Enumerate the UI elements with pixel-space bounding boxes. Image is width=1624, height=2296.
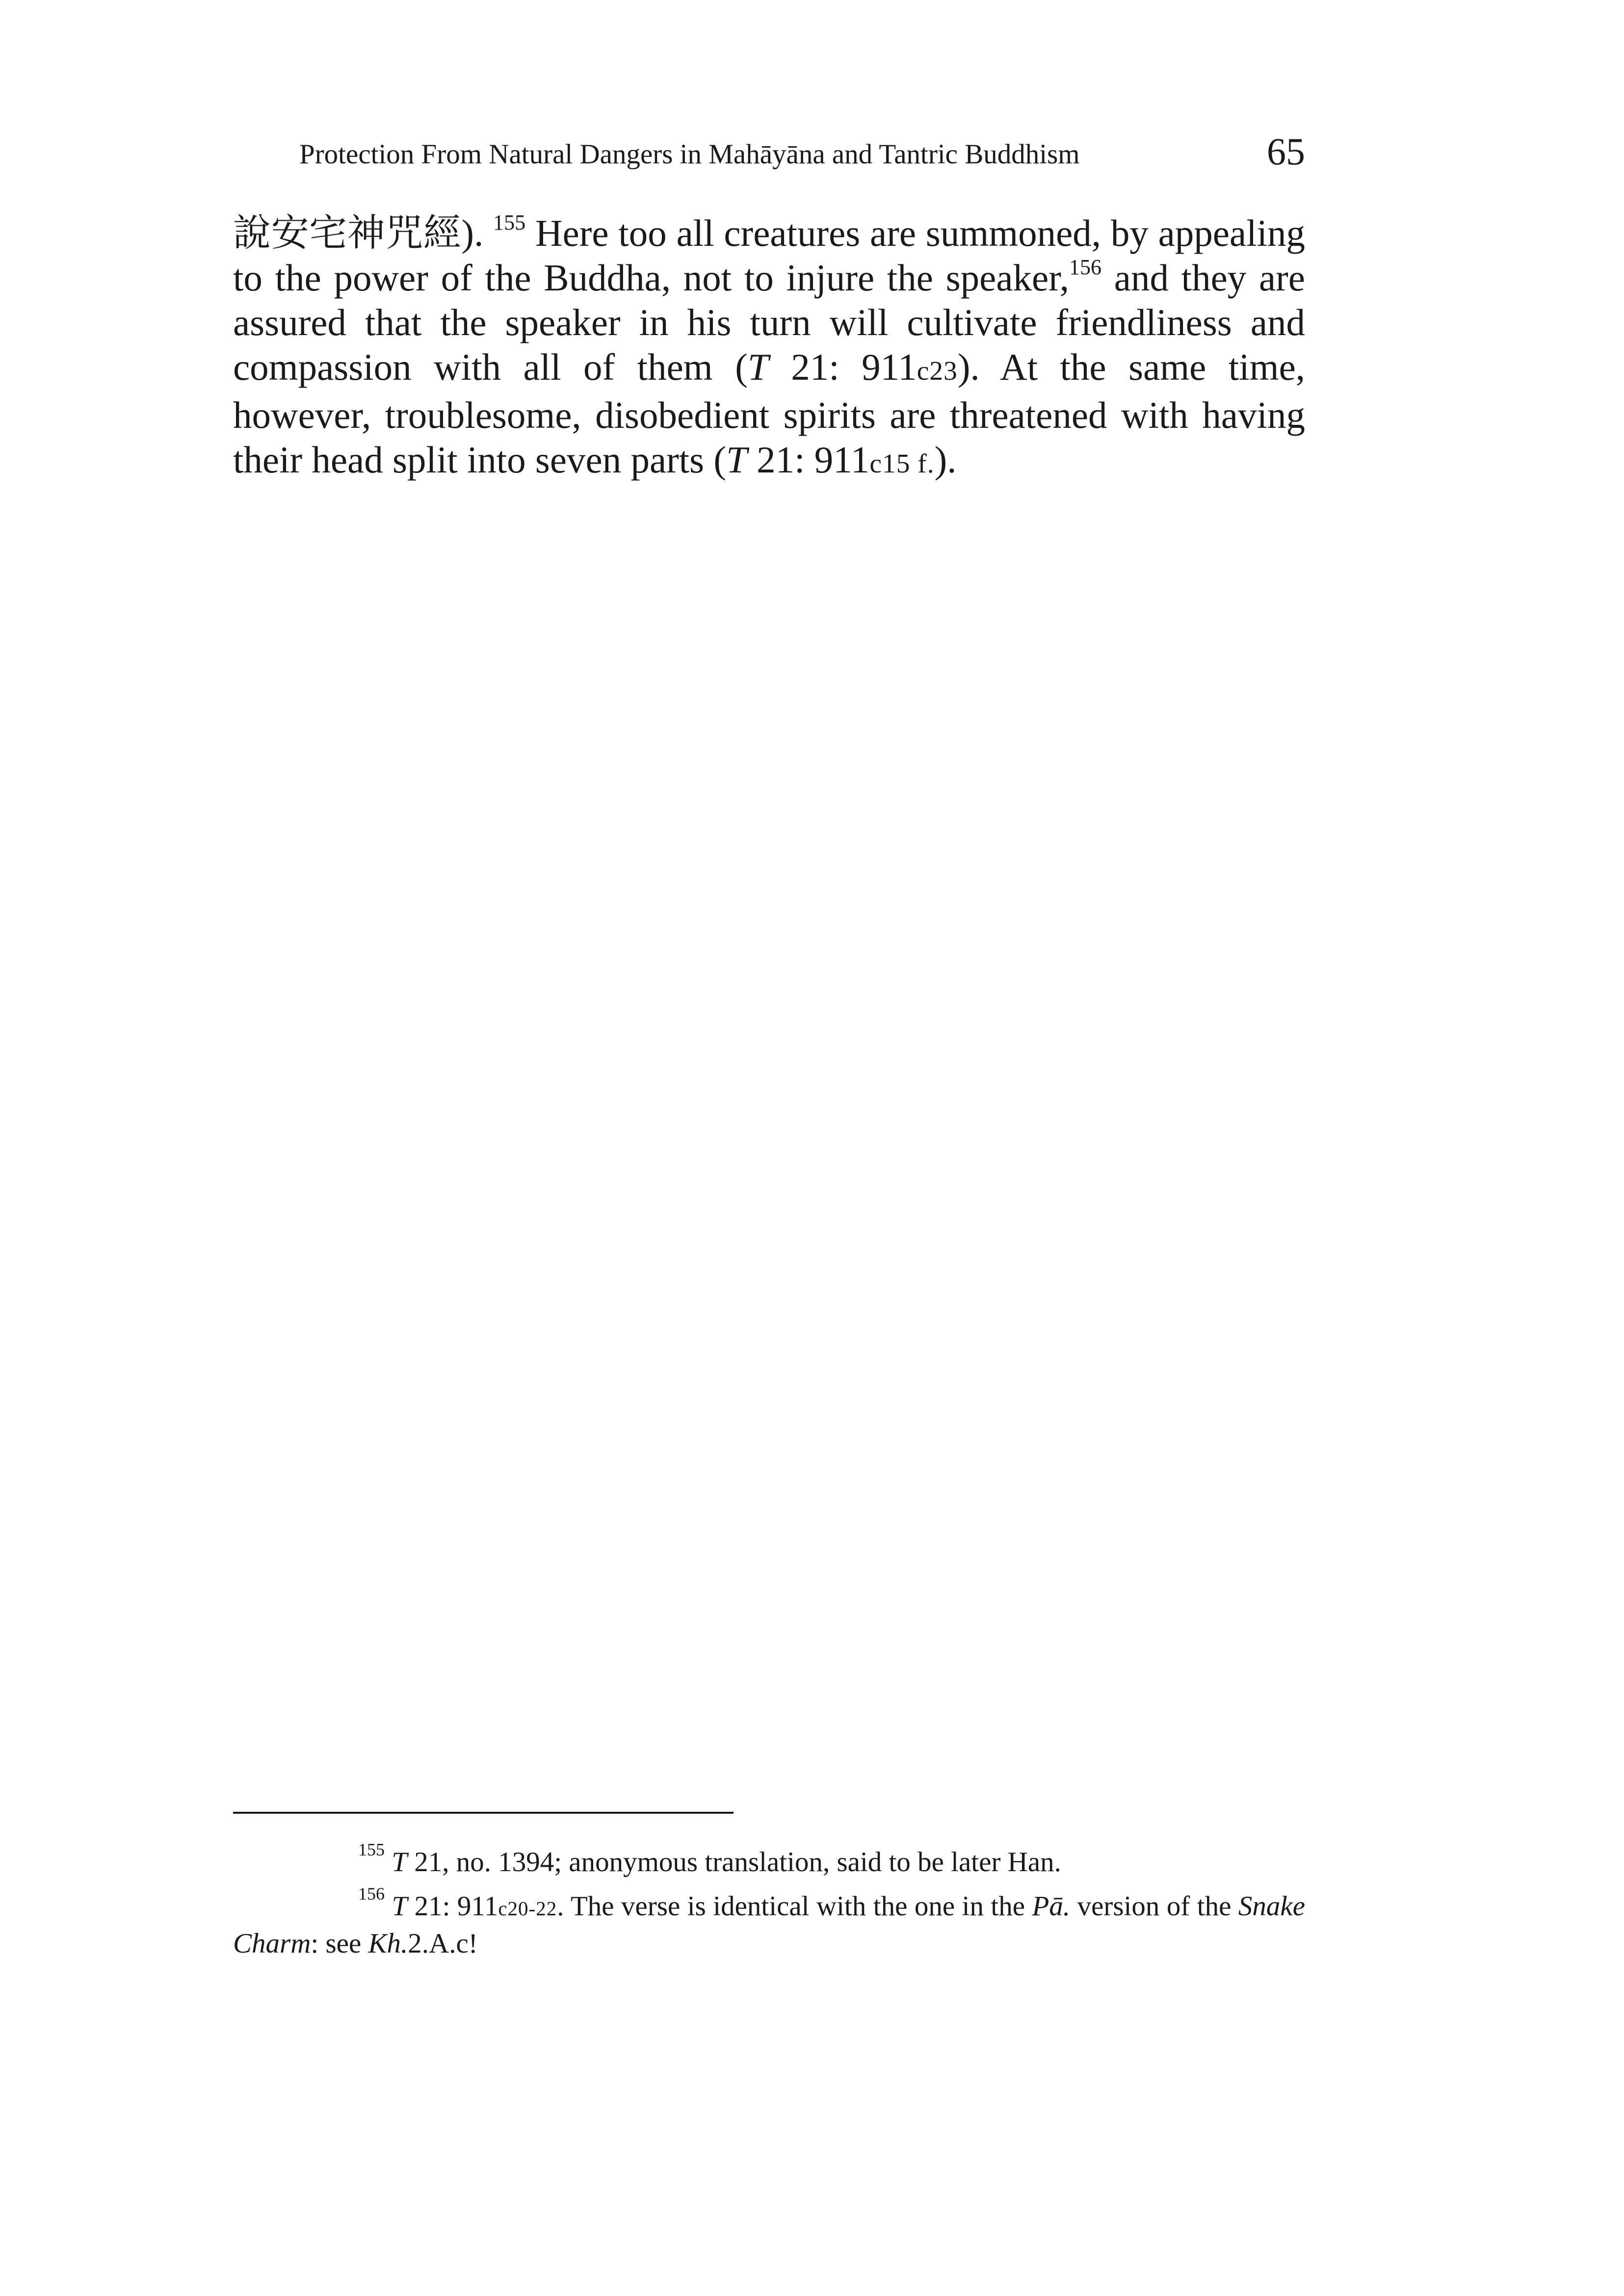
taisho-abbrev: T <box>747 346 769 388</box>
footnote-text: 2.A.c! <box>408 1928 478 1959</box>
page-number: 65 <box>1267 130 1305 173</box>
citation: 21: 911 <box>407 1891 498 1922</box>
body-text-segment: ). <box>461 212 494 254</box>
footnote-text: version of the <box>1070 1891 1238 1922</box>
running-head <box>299 132 1305 177</box>
pali-abbrev: Pā. <box>1032 1891 1071 1922</box>
body-text-segment: ). <box>934 439 957 481</box>
chinese-title: 說安宅神咒經 <box>233 212 462 254</box>
footnote-number: 156 <box>358 1883 385 1904</box>
body-paragraph <box>233 211 1305 486</box>
snake-charm-title: Snake Charm <box>233 1891 1305 1959</box>
body-text-segment: Here too all creatures are summoned, by appealing to the power of the Buddha, not to injure the speaker, <box>233 212 1305 299</box>
khuddakapatha-abbrev: Kh. <box>368 1928 408 1959</box>
taisho-abbrev: T <box>392 1847 407 1878</box>
citation-location: c15 f. <box>869 448 935 478</box>
footnote-155 <box>233 1839 1305 1880</box>
footnote-number: 155 <box>358 1839 385 1859</box>
footnote-text: : see <box>311 1928 368 1959</box>
footnote-divider <box>233 1812 733 1814</box>
citation: 21: 911 <box>768 346 917 388</box>
running-title: Protection From Natural Dangers in Mahāyāna and Tantric Buddhism <box>299 139 1080 170</box>
footnote-ref-155: 155 <box>493 210 526 235</box>
footnote-ref-156: 156 <box>1069 255 1102 279</box>
body-text-segment: ). At the same time, however, troublesome, disobedient spirits are threatened with having their head split into seven parts ( <box>233 346 1305 481</box>
footnotes <box>233 1839 1305 1970</box>
citation-location: c20-22 <box>498 1897 557 1920</box>
footnote-text: . The verse is identical with the one in the <box>557 1891 1032 1922</box>
taisho-abbrev: T <box>726 439 747 481</box>
citation-location: c23 <box>917 356 958 386</box>
citation: 21: 911 <box>747 439 870 481</box>
body-text-segment: and they are assured that the speaker in his turn will cultivate friendliness and compassion with all of them ( <box>233 257 1305 388</box>
footnote-text: 21, no. 1394; anonymous translation, said to be later Han. <box>407 1847 1061 1878</box>
taisho-abbrev: T <box>392 1891 408 1922</box>
footnote-156 <box>233 1883 1305 1961</box>
